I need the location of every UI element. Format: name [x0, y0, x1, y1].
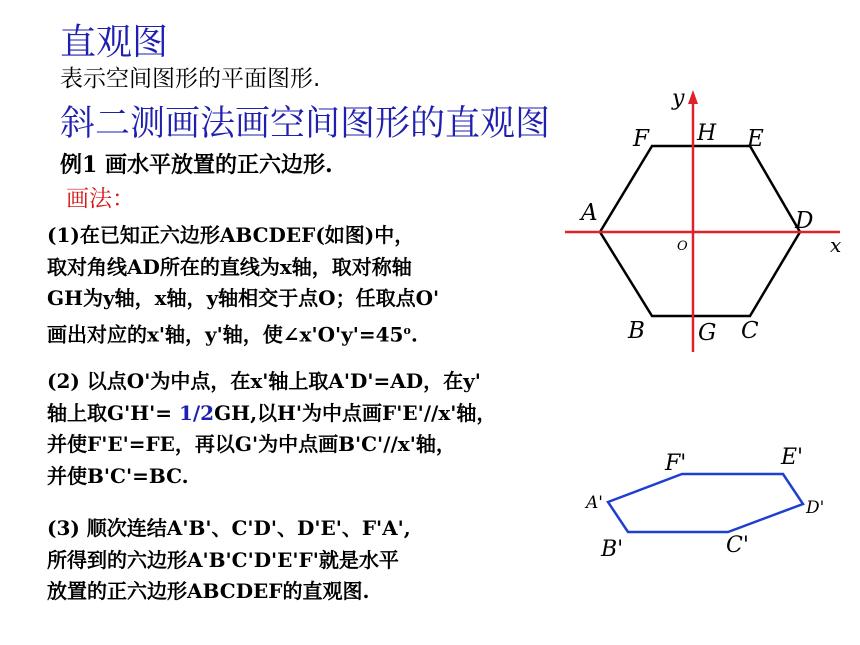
label-B-prime: B'	[601, 537, 624, 562]
step-1-line-end: .	[410, 322, 418, 347]
page-title: 直观图	[60, 22, 169, 63]
step-3-line: 所得到的六边形A'B'C'D'E'F'就是水平	[47, 547, 399, 572]
step-3-line: 放置的正六边形ABCDEF的直观图.	[47, 579, 370, 603]
hexagon-figure	[555, 85, 855, 360]
step-2-line-text: GH,以H'为中点画F'E'//x'轴，	[214, 400, 497, 425]
step-2-line-text: 轴上取G'H'=	[47, 400, 179, 425]
label-C-prime: C'	[726, 533, 749, 558]
step-2-line: 并使F'E'=FE，再以G'为中点画B'C'//x'轴，	[47, 432, 456, 456]
label-x: x	[830, 233, 842, 257]
step-2-line	[47, 398, 496, 430]
section-title: 斜二测画法画空间图形的直观图	[60, 104, 551, 144]
step-1-line: (1)在已知正六边形ABCDEF(如图)中，	[47, 223, 415, 247]
label-B: B	[628, 318, 645, 344]
step-3	[47, 513, 411, 608]
step-2-line: (2) 以点O'为中点，在x'轴上取A'D'=AD，在y'	[47, 369, 481, 393]
step-1	[47, 220, 439, 351]
label-y: y	[672, 86, 685, 111]
step-3-line: (3) 顺次连结A'B'、C'D'、D'E'、F'A',	[47, 516, 411, 540]
half-fraction: 1/2	[178, 400, 215, 425]
step-2-line: 并使B'C'=BC.	[47, 463, 189, 488]
label-O: O	[677, 239, 688, 254]
step-2	[47, 366, 496, 492]
step-1-line: GH为y轴，x轴，y轴相交于点O；任取点O'	[47, 286, 440, 310]
label-E: E	[747, 126, 764, 152]
intuitive-figure	[575, 440, 845, 565]
method-label: 画法：	[66, 186, 135, 212]
label-E-prime: E'	[781, 445, 804, 470]
step-1-line: 取对角线AD所在的直线为x轴，取对称轴	[47, 254, 412, 279]
definition-text: 表示空间图形的平面图形.	[60, 66, 321, 92]
label-D-prime: D'	[806, 498, 825, 518]
step-1-line-text: 画出对应的x'轴，y'轴，使∠x'O'y'=45	[47, 322, 404, 347]
example-heading: 例1 画水平放置的正六边形.	[60, 152, 333, 178]
y-axis-arrow	[688, 90, 698, 104]
label-F: F	[633, 126, 649, 152]
label-A-prime: A'	[586, 493, 603, 513]
intuitive-hexagon	[608, 474, 803, 532]
label-H: H	[697, 121, 717, 146]
label-C: C	[741, 318, 759, 344]
label-D: D	[795, 208, 814, 234]
label-G: G	[698, 320, 717, 346]
label-F-prime: F'	[665, 451, 687, 476]
label-A: A	[581, 200, 598, 226]
step-1-line	[47, 315, 439, 351]
degree-mark: o	[403, 323, 411, 337]
